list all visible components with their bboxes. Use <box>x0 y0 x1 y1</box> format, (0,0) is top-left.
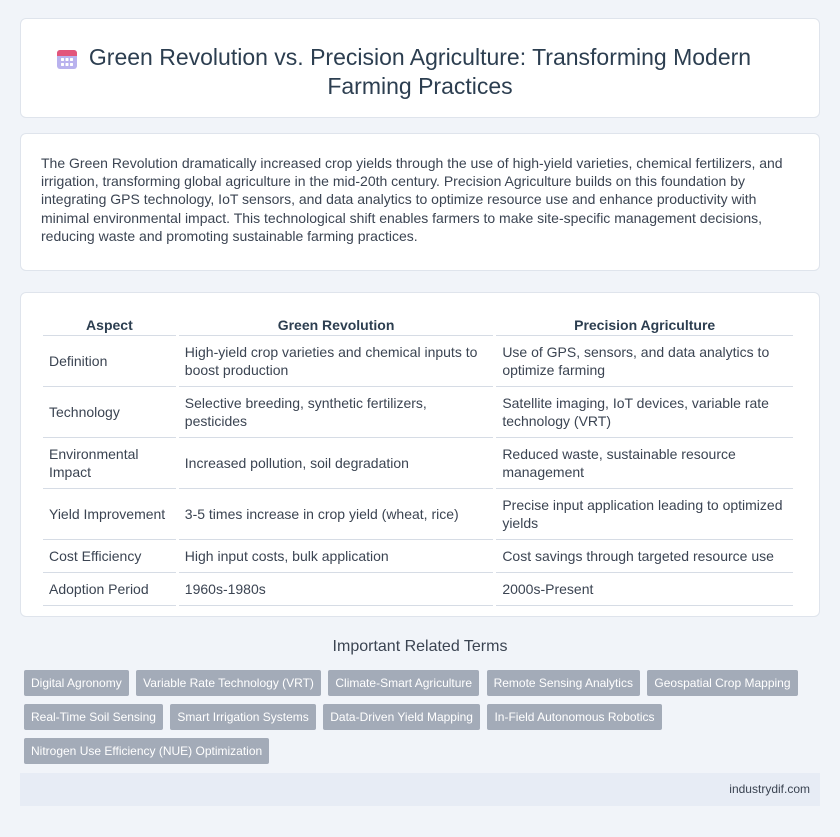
related-term-tag[interactable]: Smart Irrigation Systems <box>170 704 315 730</box>
related-term-tag[interactable]: In-Field Autonomous Robotics <box>487 704 661 730</box>
row-green-revolution: High input costs, bulk application <box>179 540 494 573</box>
header-aspect: Aspect <box>43 313 176 336</box>
related-term-tag[interactable]: Remote Sensing Analytics <box>487 670 640 696</box>
row-aspect: Adoption Period <box>43 573 176 606</box>
row-aspect: Definition <box>43 336 176 387</box>
row-precision-agriculture: 2000s-Present <box>496 573 793 606</box>
row-green-revolution: 1960s-1980s <box>179 573 494 606</box>
table-row <box>43 540 793 573</box>
related-term-tag[interactable]: Nitrogen Use Efficiency (NUE) Optimization <box>24 738 269 764</box>
related-term-tag[interactable]: Real-Time Soil Sensing <box>24 704 163 730</box>
related-term-tag[interactable]: Climate-Smart Agriculture <box>328 670 479 696</box>
related-term-tag[interactable]: Digital Agronomy <box>24 670 129 696</box>
row-green-revolution: 3-5 times increase in crop yield (wheat, rice) <box>179 489 494 540</box>
table-row <box>43 489 793 540</box>
table-row <box>43 336 793 387</box>
intro-card <box>20 133 820 271</box>
related-term-tag[interactable]: Variable Rate Technology (VRT) <box>136 670 321 696</box>
related-term-tag[interactable]: Geospatial Crop Mapping <box>647 670 797 696</box>
row-aspect: Technology <box>43 387 176 438</box>
row-green-revolution: Increased pollution, soil degradation <box>179 438 494 489</box>
header-card <box>20 18 820 118</box>
row-green-revolution: Selective breeding, synthetic fertilizers, pesticides <box>179 387 494 438</box>
table-row <box>43 387 793 438</box>
row-aspect: Cost Efficiency <box>43 540 176 573</box>
related-terms-title: Important Related Terms <box>332 638 508 655</box>
comparison-table <box>40 313 796 606</box>
row-precision-agriculture: Cost savings through targeted resource use <box>496 540 793 573</box>
header-green-revolution: Green Revolution <box>179 313 494 336</box>
page-title: Green Revolution vs. Precision Agriculture: Transforming Modern Farming Practices <box>88 44 752 99</box>
row-precision-agriculture: Satellite imaging, IoT devices, variable rate technology (VRT) <box>496 387 793 438</box>
table-row <box>43 573 793 606</box>
related-term-tag[interactable]: Data-Driven Yield Mapping <box>323 704 480 730</box>
table-row <box>43 438 793 489</box>
row-green-revolution: High-yield crop varieties and chemical inputs to boost production <box>179 336 494 387</box>
footer <box>20 773 820 806</box>
row-precision-agriculture: Precise input application leading to optimized yields <box>496 489 793 540</box>
row-precision-agriculture: Reduced waste, sustainable resource management <box>496 438 793 489</box>
table-header-row <box>43 313 793 336</box>
comparison-card <box>20 292 820 617</box>
row-aspect: Environmental Impact <box>43 438 176 489</box>
header-precision-agriculture: Precision Agriculture <box>496 313 793 336</box>
intro-paragraph: The Green Revolution dramatically increased crop yields through the use of high-yield varieties, chemical fertilizers, and irrigation, transforming global agriculture in the mid-20th century. Precision Agriculture builds on this foundation by integrating GPS technology, IoT sensors, and data analytics to optimize resource use and enhance productivity with minimal environmental impact. This technological shift enables farmers to make site-specific management decisions, reducing waste and promoting sustainable farming practices. <box>41 155 783 244</box>
row-precision-agriculture: Use of GPS, sensors, and data analytics to optimize farming <box>496 336 793 387</box>
footer-site-link[interactable]: industrydif.com <box>729 782 810 796</box>
row-aspect: Yield Improvement <box>43 489 176 540</box>
related-terms-list <box>24 670 814 772</box>
